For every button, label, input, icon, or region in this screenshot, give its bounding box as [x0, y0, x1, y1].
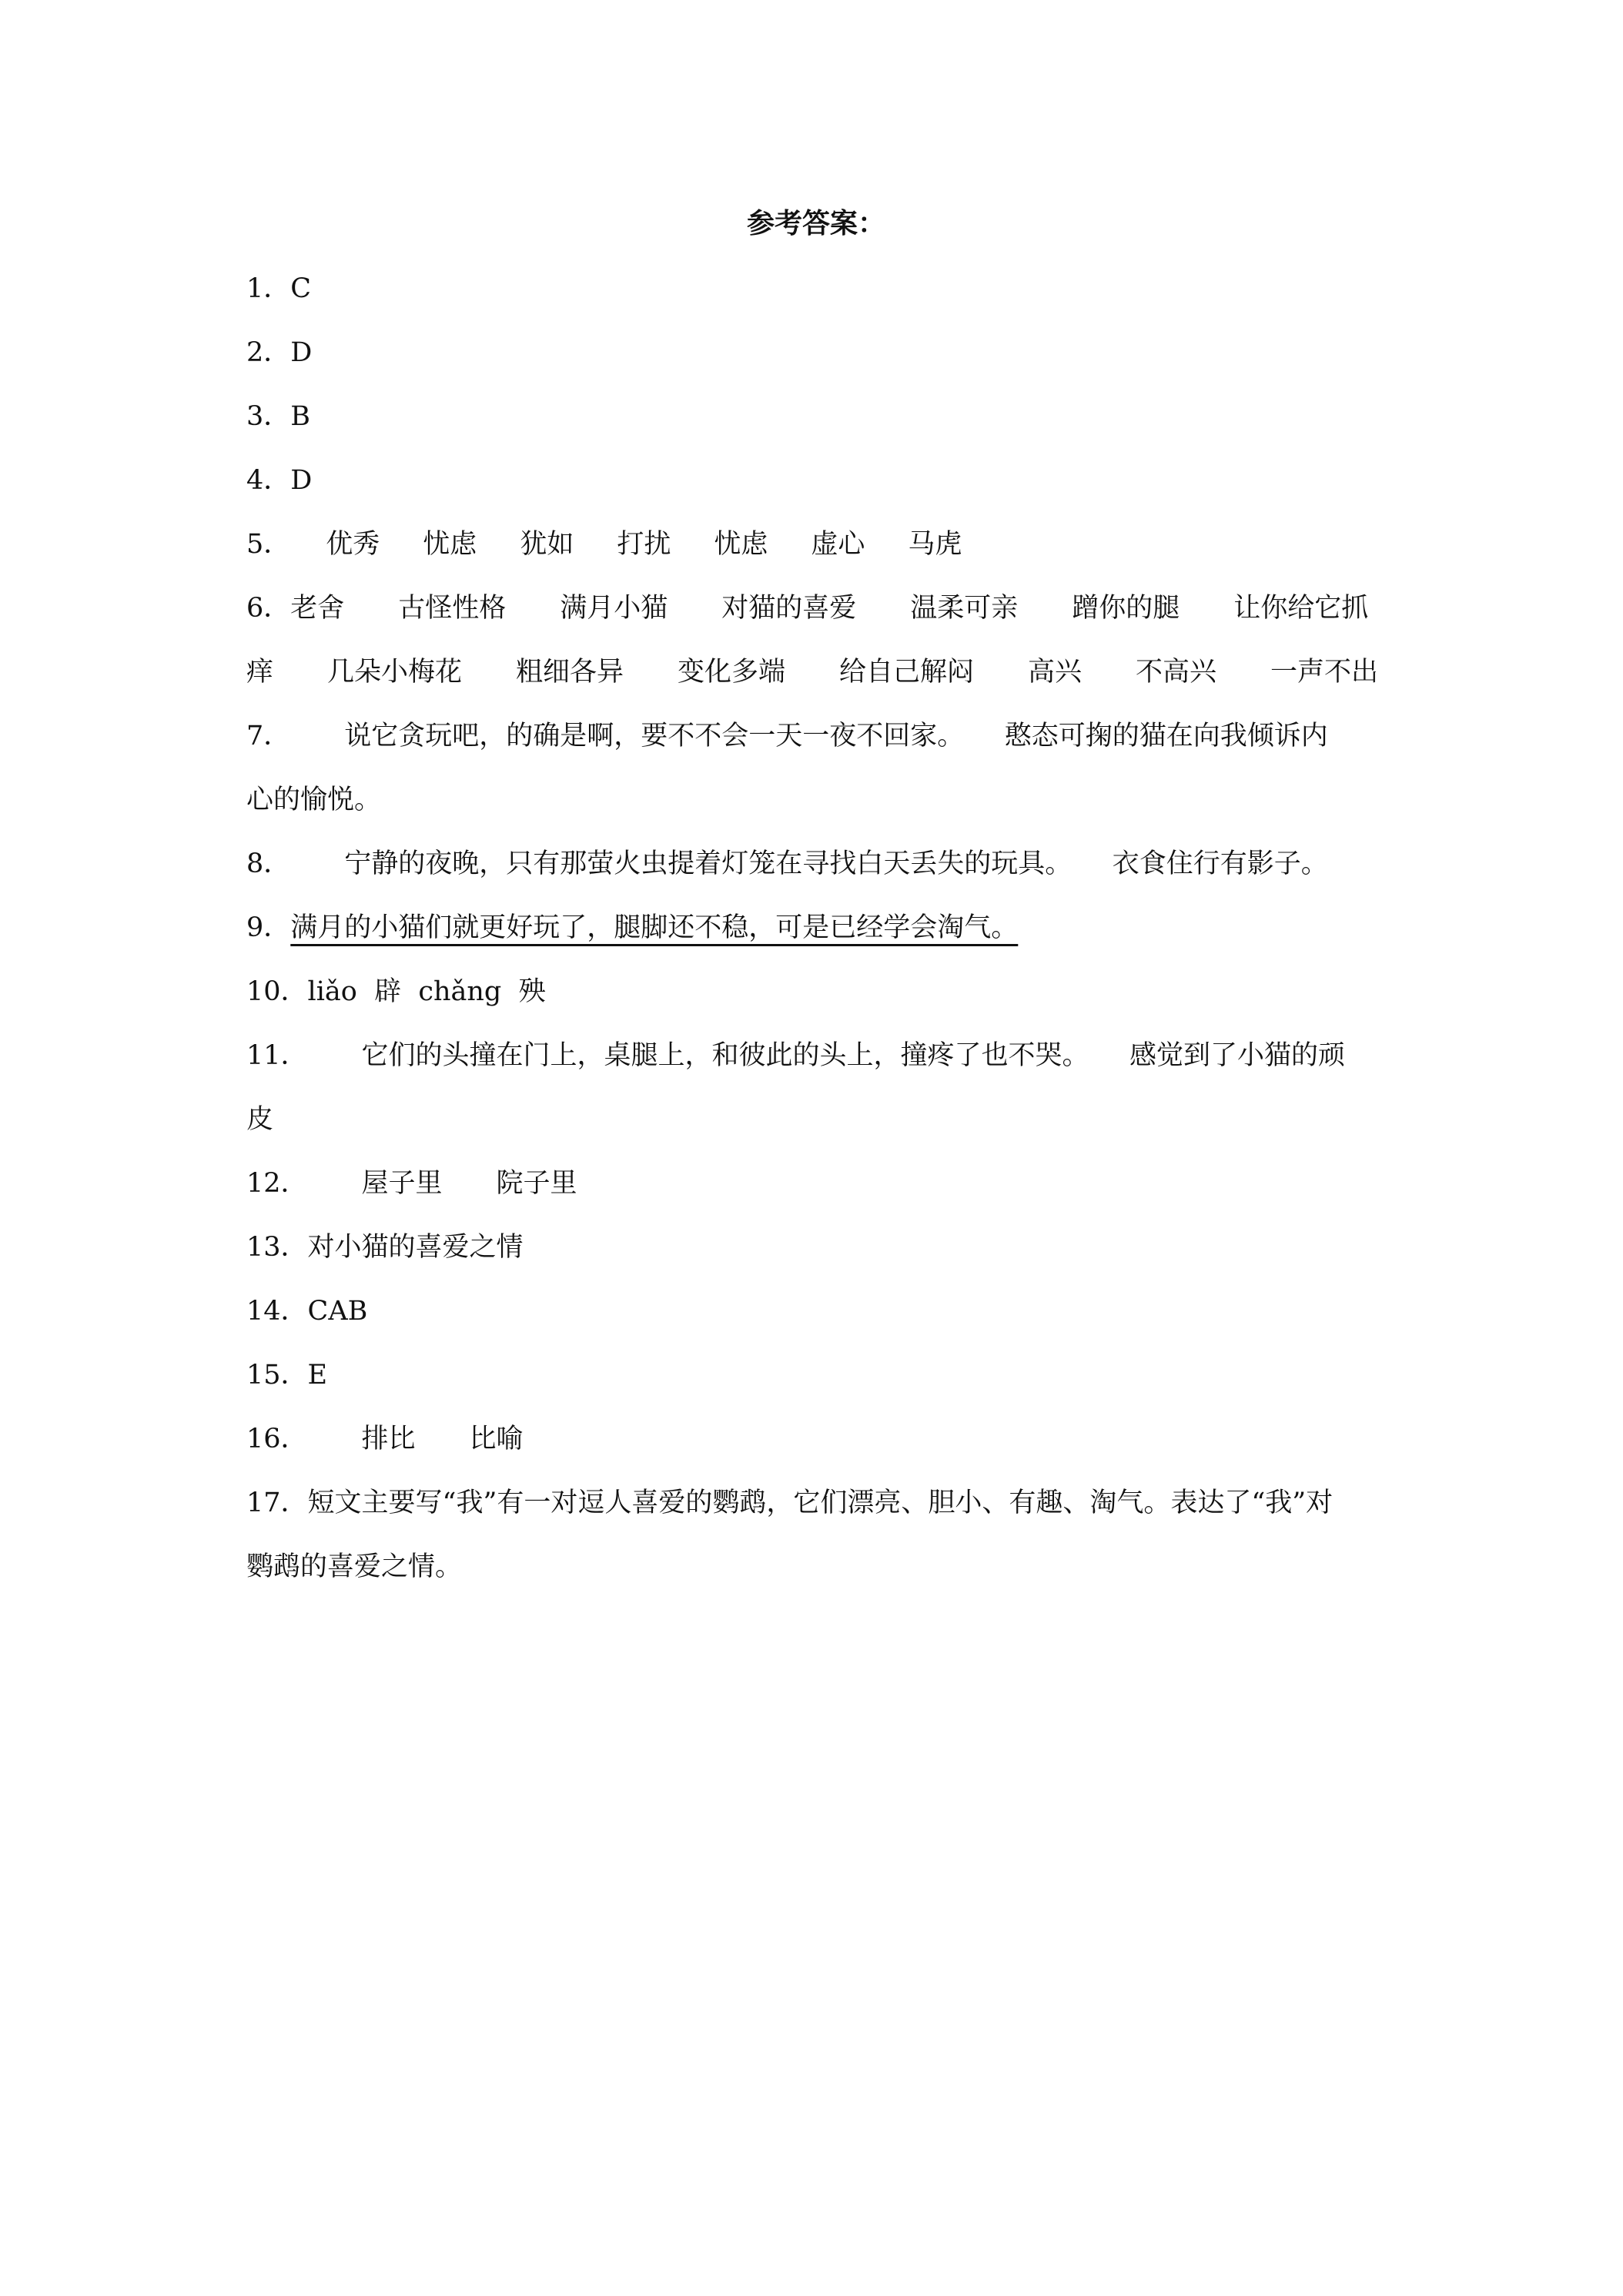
answer-11 — [246, 1024, 1386, 1088]
answer-text: liǎo 辟 chǎng 殃 — [307, 976, 546, 1007]
answer-15 — [246, 1344, 1386, 1407]
answer-number: 13． — [246, 1232, 308, 1263]
answer-sheet — [246, 192, 1386, 1599]
answer-9 — [246, 896, 1386, 960]
answer-4 — [246, 449, 1386, 513]
answer-17-continued — [246, 1535, 1386, 1599]
answer-text: 排比 比喻 — [307, 1424, 524, 1454]
answer-text: D — [290, 337, 313, 368]
answer-1 — [246, 257, 1386, 321]
answer-number: 14． — [246, 1296, 308, 1327]
answer-3 — [246, 385, 1386, 449]
answer-8 — [246, 832, 1386, 896]
answer-16 — [246, 1407, 1386, 1471]
answer-number: 15． — [246, 1360, 308, 1391]
answer-14 — [246, 1280, 1386, 1344]
answer-number: 8． — [246, 848, 291, 879]
answer-6-continued — [246, 641, 1386, 705]
word-item: 打扰 — [617, 529, 671, 560]
word-item: 优秀 — [326, 529, 380, 560]
answer-number: 11． — [246, 1040, 308, 1071]
answer-number: 3． — [246, 401, 291, 432]
answer-number: 6． — [246, 593, 291, 624]
word-item: 马虎 — [908, 529, 962, 560]
answer-text-continued: 皮 — [246, 1104, 274, 1135]
answer-number: 1． — [246, 273, 291, 304]
answer-7-continued — [246, 768, 1386, 832]
answer-text: 宁静的夜晚，只有那萤火虫提着灯笼在寻找白天丢失的玩具。 衣食住行有影子。 — [290, 848, 1328, 879]
answer-10 — [246, 960, 1386, 1024]
answer-11-continued — [246, 1088, 1386, 1152]
answer-5 — [246, 513, 1386, 577]
word-item: 犹如 — [520, 529, 574, 560]
answer-text: E — [307, 1360, 328, 1391]
answer-number: 16． — [246, 1424, 308, 1454]
word-item: 忧虑 — [423, 529, 477, 560]
answer-text: C — [290, 273, 312, 304]
answer-number: 10． — [246, 976, 308, 1007]
answer-13 — [246, 1216, 1386, 1280]
answer-number: 7． — [246, 721, 291, 751]
answer-7 — [246, 705, 1386, 768]
answer-text: 对小猫的喜爱之情 — [307, 1232, 524, 1263]
answer-text: 老舍 古怪性格 满月小猫 对猫的喜爱 温柔可亲 蹭你的腿 让你给它抓 — [290, 593, 1369, 624]
answer-text-continued: 鹦鹉的喜爱之情。 — [246, 1551, 463, 1582]
answer-number: 2． — [246, 337, 291, 368]
answer-6 — [246, 577, 1386, 641]
answer-text: 它们的头撞在门上，桌腿上，和彼此的头上，撞疼了也不哭。 感觉到了小猫的顽 — [307, 1040, 1346, 1071]
answer-number: 12． — [246, 1168, 308, 1199]
answer-text: 屋子里 院子里 — [307, 1168, 577, 1199]
answer-text: 说它贪玩吧，的确是啊，要不不会一天一夜不回家。 憨态可掬的猫在向我倾诉内 — [290, 721, 1328, 751]
answer-number: 5． — [246, 529, 291, 560]
page-title: 参考答案： — [746, 207, 885, 239]
answer-text: 满月的小猫们就更好玩了，腿脚还不稳，可是已经学会淘气。 — [290, 912, 1019, 943]
answer-text: CAB — [307, 1296, 368, 1327]
answer-text: D — [290, 465, 313, 496]
answer-text: B — [290, 401, 311, 432]
answer-number: 9． — [246, 912, 291, 943]
answer-17 — [246, 1471, 1386, 1535]
answer-text-continued: 心的愉悦。 — [246, 785, 382, 815]
answer-number: 4． — [246, 465, 291, 496]
answer-number: 17． — [246, 1488, 308, 1518]
answer-2 — [246, 321, 1386, 385]
answer-12 — [246, 1152, 1386, 1216]
answer-text: 短文主要写“我”有一对逗人喜爱的鹦鹉，它们漂亮、胆小、有趣、淘气。表达了“我”对 — [307, 1488, 1334, 1518]
word-item: 虚心 — [811, 529, 865, 560]
word-item: 忧虑 — [714, 529, 768, 560]
answer-text-continued: 痒 几朵小梅花 粗细各异 变化多端 给自己解闷 高兴 不高兴 一声不出 — [246, 657, 1379, 688]
